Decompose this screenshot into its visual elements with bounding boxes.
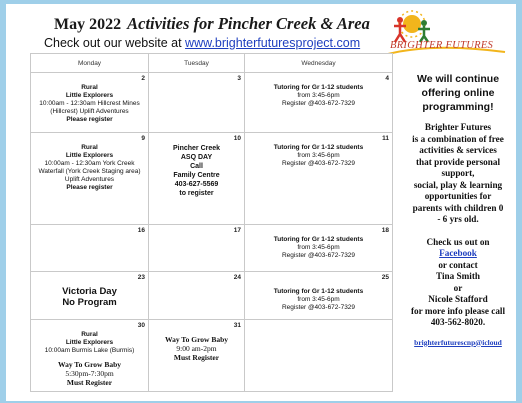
event-line: Tutoring for Gr 1-12 students [273, 288, 364, 295]
event-line: Waterfall (York Creek Staging area) [38, 168, 141, 175]
day-cell [149, 73, 245, 133]
day-number: 2 [141, 75, 145, 82]
info-sidebar [396, 72, 520, 348]
day-cell [245, 320, 393, 392]
flyer-page [6, 4, 516, 401]
day-number: 24 [233, 274, 241, 281]
event-line: from 3:45-6pm [297, 244, 340, 251]
event-line: 10:00am Burmis Lake (Burmis) [44, 347, 135, 354]
about-line: that provide personal [415, 156, 501, 167]
about-text [396, 122, 520, 348]
about-line: is a combination of free [412, 133, 504, 144]
event-line: Must Register [173, 353, 220, 362]
event [150, 134, 243, 198]
about-line: support, [441, 168, 475, 178]
event-line: Call [190, 163, 203, 170]
event-line: Way To Grow Baby [164, 335, 228, 344]
event-line: Register @403-672-7329 [281, 304, 356, 311]
calendar-table [30, 53, 393, 392]
notice-line: offering online [421, 87, 495, 99]
event-line: from 3:45-6pm [297, 92, 340, 99]
page-title [54, 14, 384, 34]
event-line: ASQ DAY [180, 154, 213, 161]
event-line: Register @403-672-7329 [281, 100, 356, 107]
event-line: from 3:45-6pm [297, 152, 340, 159]
day-number: 30 [137, 322, 145, 329]
event [32, 273, 147, 308]
logo-text: BRIGHTER FUTURES [390, 40, 494, 51]
event-line: Tutoring for Gr 1-12 students [273, 84, 364, 91]
calendar-week [31, 133, 393, 225]
event-line: Rural [81, 84, 98, 91]
event [32, 134, 147, 192]
website-line [44, 36, 360, 50]
day-number: 31 [233, 322, 241, 329]
contact-line: Check us out on [426, 236, 490, 247]
header-monday: Monday [31, 54, 149, 73]
day-number: 23 [137, 274, 145, 281]
email-link[interactable]: brighterfuturescnp@icloud [414, 337, 502, 347]
event-line: Tutoring for Gr 1-12 students [273, 144, 364, 151]
contact-line: or [453, 282, 463, 293]
day-number: 9 [141, 135, 145, 142]
event-line: (Hillcrest) Uplift Adventures [50, 108, 129, 115]
event-line: Little Explorers [65, 339, 114, 346]
calendar-header-row [31, 54, 393, 73]
event-line: Pincher Creek [172, 145, 221, 152]
event-line: Rural [81, 331, 98, 338]
title-label: Activities for Pincher Creek & Area [127, 14, 370, 33]
contact-line: Tina Smith [436, 271, 480, 281]
event-line: Tutoring for Gr 1-12 students [273, 236, 364, 243]
contact-line: Nicole Stafford [428, 294, 488, 304]
contact-line: for more info please call [410, 305, 506, 316]
event [32, 74, 147, 124]
day-cell [31, 320, 149, 392]
month-label: May 2022 [54, 16, 122, 33]
event-line: Rural [81, 144, 98, 151]
notice-line: programming! [422, 101, 494, 113]
calendar-week [31, 272, 393, 320]
about-line: social, play & learning [413, 179, 503, 190]
event-line: Please register [66, 116, 113, 123]
event [246, 226, 391, 260]
calendar-week [31, 73, 393, 133]
event-line: to register [179, 190, 214, 197]
contact-line: 403-562-8020. [430, 317, 486, 327]
day-number: 25 [381, 274, 389, 281]
event-line: Victoria Day [62, 286, 117, 297]
event [246, 134, 391, 168]
header-tuesday: Tuesday [149, 54, 245, 73]
about-line: parents with children 0 [412, 202, 504, 213]
event-line: 10:00am - 12:30am Hillcrest Mines [39, 100, 140, 107]
event-line: Please register [66, 184, 113, 191]
calendar-week [31, 225, 393, 272]
day-cell [245, 73, 393, 133]
about-line: Brighter Futures [424, 122, 492, 132]
day-cell [31, 225, 149, 272]
day-number: 4 [385, 75, 389, 82]
day-number: 11 [382, 135, 389, 142]
day-cell [149, 320, 245, 392]
day-cell [149, 133, 245, 225]
event [246, 74, 391, 108]
event-line: 403-627-5569 [174, 181, 219, 188]
event-line: Register @403-672-7329 [281, 160, 356, 167]
website-link[interactable]: www.brighterfuturesproject.com [185, 36, 361, 50]
event [32, 321, 147, 387]
event-line: from 3:45-6pm [297, 296, 340, 303]
event-line: No Program [62, 297, 117, 308]
contact-line: or contact [438, 259, 478, 270]
day-cell [31, 133, 149, 225]
event-line: 9:00 am-2pm [176, 344, 217, 353]
event-line: Way To Grow Baby [57, 360, 121, 369]
day-cell [245, 133, 393, 225]
about-line: - 6 yrs old. [437, 214, 479, 224]
day-number: 3 [237, 75, 241, 82]
day-cell [245, 272, 393, 320]
event-line: 5:30pm-7:30pm [65, 369, 114, 378]
about-line: activities & services [419, 145, 497, 155]
day-number: 16 [137, 227, 145, 234]
day-number: 17 [233, 227, 241, 234]
day-number: 18 [381, 227, 389, 234]
day-cell [245, 225, 393, 272]
header-wednesday: Wednesday [245, 54, 393, 73]
event [150, 321, 243, 362]
event-line: Register @403-672-7329 [281, 252, 356, 259]
event-line: 10:00am - 12:30am York Creek [44, 160, 135, 167]
notice-line: We will continue [416, 73, 500, 85]
day-cell [149, 225, 245, 272]
online-notice [396, 72, 520, 114]
event-line: Little Explorers [65, 92, 114, 99]
day-cell [31, 272, 149, 320]
day-cell [31, 73, 149, 133]
event-line: Little Explorers [65, 152, 114, 159]
day-cell [149, 272, 245, 320]
event [246, 273, 391, 312]
day-number: 10 [233, 135, 241, 142]
calendar-week [31, 320, 393, 392]
about-line: opportunities for [424, 191, 492, 201]
event-line: Family Centre [173, 172, 220, 179]
facebook-link[interactable]: Facebook [439, 248, 477, 258]
event-line: Must Register [66, 378, 113, 387]
event-line: Uplift Adventures [64, 176, 115, 183]
website-prefix: Check out our website at [44, 36, 186, 50]
